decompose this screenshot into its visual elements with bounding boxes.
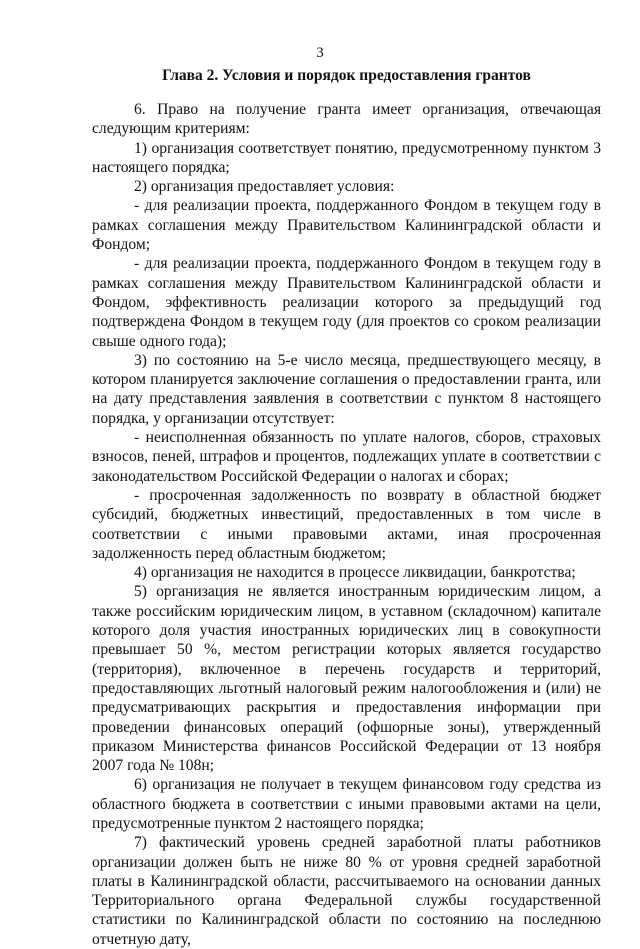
paragraph-criterion-4: 4) организация не находится в процессе ликвидации, банкротства; [134, 564, 576, 582]
paragraph-criterion-3-item-1: - неисполненная обязанность по уплате налогов, сборов, страховых взносов, пеней, штрафов и процентов, подлежащих уплате в соответствии с законодательством Российской Федерации о налогах и сборах; [92, 429, 601, 485]
paragraph-criterion-7: 7) фактический уровень средней заработной платы работников организации должен быть не ниже 80 % от уровня средней заработной платы в Калининградской области, рассчитываемого на основании данных Территориального органа Федеральной службы государственной статистики по Калининградской области по состоянию на последнюю отчетную дату, [92, 834, 601, 948]
chapter-heading: Глава 2. Условия и порядок предоставления грантов [162, 67, 531, 84]
paragraph-criterion-6: 6) организация не получает в текущем финансовом году средства из областного бюджета в соответствии с иными правовыми актами на цели, предусмотренные пунктом 2 настоящего порядка; [92, 776, 601, 832]
paragraph-criterion-3-item-2: - просроченная задолженность по возврату в областной бюджет субсидий, бюджетных инвестиций, предоставленных в том числе в соответствии с иными правовыми актами, иная просроченная задолженность перед областным бюджетом; [92, 486, 601, 562]
paragraph-criterion-1: 1) организация соответствует понятию, предусмотренному пунктом 3 настоящего порядка; [92, 139, 601, 176]
paragraph-criterion-2-item-1: - для реализации проекта, поддержанного Фондом в текущем году в рамках соглашения между Правительством Калининградской области и Фондом; [92, 197, 601, 254]
paragraph-criterion-2-item-2: - для реализации проекта, поддержанного Фондом в текущем году в рамках соглашения между Правительством Калининградской области и Фондом, эффективность реализации которого за предыдущий год подтверждена Фондом в текущем году (для проектов со сроком реализации свыше одного года); [92, 255, 601, 350]
paragraph-criteria-intro: 6. Право на получение гранта имеет организация, отвечающая следующим критериям: [92, 101, 601, 138]
page-number: 3 [316, 45, 324, 61]
paragraph-criterion-2: 2) организация предоставляет условия: [134, 178, 395, 196]
paragraph-criterion-3: 3) по состоянию на 5-е число месяца, предшествующего месяцу, в котором планируется заключение соглашения о предоставлении гранта, или на дату представления заявления в соответствии с пунктом 8 настоящего порядка, у организации отсутствует: [92, 351, 601, 427]
document-body [92, 100, 601, 949]
paragraph-criterion-5: 5) организация не является иностранным юридическим лицом, а также российским юридическим лицом, в уставном (складочном) капитале которого доля участия иностранных юридических лиц в совокупности превышает 50 %, местом регистрации которых является государство (территория), включенное в перечень государств и территорий, предоставляющих льготный налоговый режим налогообложения и (или) не предусматривающих раскрытия и предоставления информации при проведении финансовых операций (офшорные зоны), утвержденный приказом Министерства финансов Российской Федерации от 13 ноября 2007 года № 108н; [92, 583, 601, 775]
